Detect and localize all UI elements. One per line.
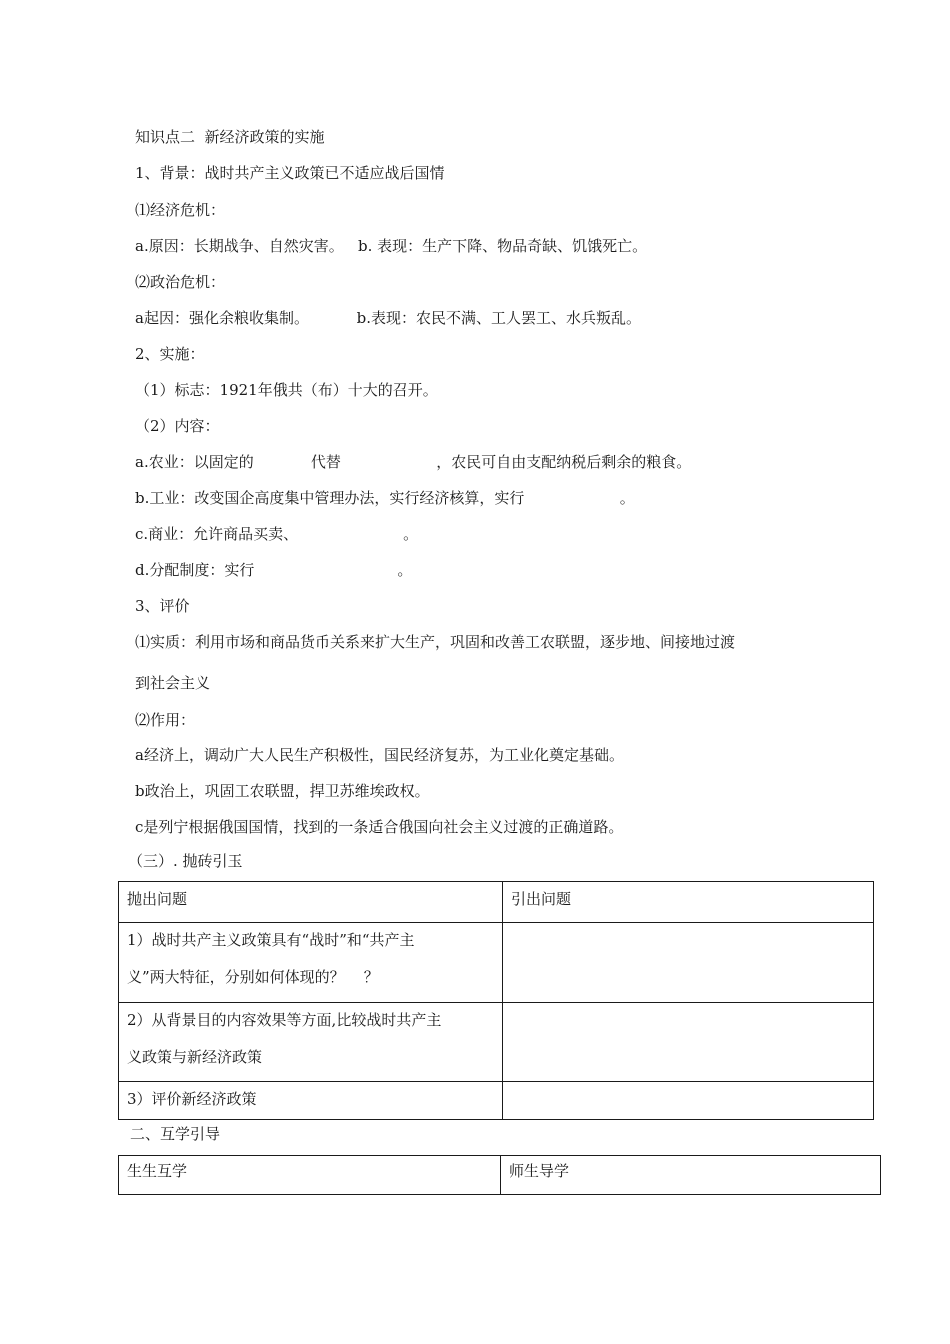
line-5: a起因：强化余粮收集制。 b.表现：农民不满、工人罢工、水兵叛乱。	[135, 309, 641, 327]
interaction-table	[118, 1155, 881, 1195]
problem-table	[118, 881, 874, 1120]
table1-question-cell: 3）评价新经济政策	[119, 1082, 503, 1120]
line-11: c.商业：允许商品买卖、 。	[135, 525, 419, 543]
line-12: d.分配制度：实行 。	[135, 561, 413, 579]
table1-question-cell: 1）战时共产主义政策具有“战时”和“共产主 义”两大特征，分别如何体现的？ ？	[119, 923, 503, 1003]
table-row	[119, 1003, 874, 1082]
line-8: （2）内容：	[135, 417, 220, 435]
line-15: 到社会主义	[135, 674, 211, 692]
line-0: 知识点二 新经济政策的实施	[135, 128, 325, 146]
line-2: ⑴经济危机：	[135, 201, 226, 219]
line-13: 3、评价	[135, 597, 190, 615]
table2-header-cell: 生生互学	[119, 1156, 501, 1195]
table1-answer-cell	[503, 923, 874, 1003]
line-9: a.农业：以固定的 代替 ，农民可自由支配纳税后剩余的粮食。	[135, 453, 692, 471]
table1-header-cell: 引出问题	[503, 882, 874, 923]
line-1: 1、背景：战时共产主义政策已不适应战后国情	[135, 164, 445, 182]
line-4: ⑵政治危机：	[135, 273, 226, 291]
line-14: ⑴实质：利用市场和商品货币关系来扩大生产，巩固和改善工农联盟，逐步地、间接地过渡	[135, 633, 736, 651]
table-row	[119, 1082, 874, 1120]
line-17: a经济上，调动广大人民生产积极性，国民经济复苏，为工业化奠定基础。	[135, 746, 624, 764]
table1-answer-cell	[503, 1003, 874, 1082]
table1-question-cell: 2）从背景目的内容效果等方面,比较战时共产主 义政策与新经济政策	[119, 1003, 503, 1082]
line-16: ⑵作用：	[135, 711, 196, 729]
section2-title: 二、互学引导	[130, 1125, 221, 1143]
line-10: b.工业：改变国企高度集中管理办法，实行经济核算，实行 。	[135, 489, 635, 507]
line-18: b政治上，巩固工农联盟，捍卫苏维埃政权。	[135, 782, 430, 800]
table2-header-cell: 师生导学	[501, 1156, 881, 1195]
line-19: c是列宁根据俄国国情，找到的一条适合俄国向社会主义过渡的正确道路。	[135, 818, 624, 836]
line-3: a.原因：长期战争、自然灾害。 b. 表现：生产下降、物品奇缺、饥饿死亡。	[135, 237, 648, 255]
line-6: 2、实施：	[135, 345, 205, 363]
table1-answer-cell	[503, 1082, 874, 1120]
table1-header-cell: 抛出问题	[119, 882, 503, 923]
line-20: （三）. 抛砖引玉	[128, 852, 243, 870]
line-7: （1）标志：1921年俄共（布）十大的召开。	[135, 381, 438, 399]
table-row	[119, 923, 874, 1003]
